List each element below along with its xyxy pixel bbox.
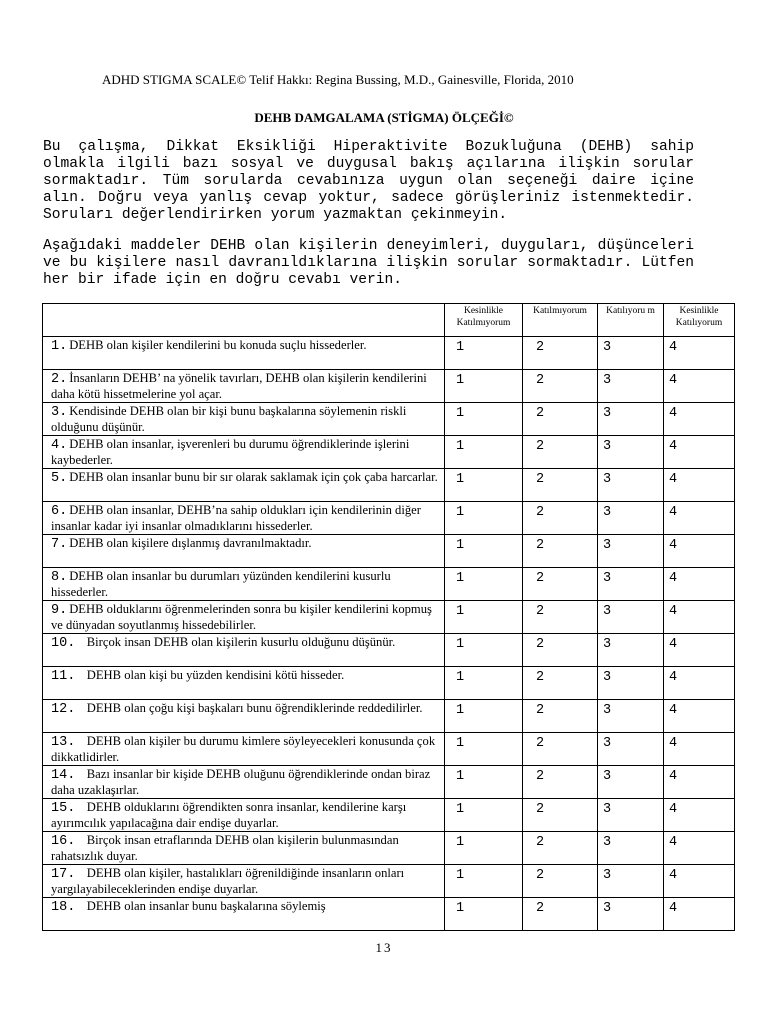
table-row [43, 535, 735, 568]
question-cell [43, 832, 445, 865]
rating-option-3[interactable]: 3 [598, 799, 664, 832]
rating-option-3[interactable]: 3 [598, 898, 664, 931]
question-cell [43, 865, 445, 898]
header-strongly-agree: Kesinlikle Katılıyorum [664, 304, 735, 337]
question-cell [43, 667, 445, 700]
question-cell [43, 766, 445, 799]
rating-option-2[interactable]: 2 [523, 667, 598, 700]
rating-option-4[interactable]: 4 [664, 766, 735, 799]
table-row [43, 799, 735, 832]
rating-option-2[interactable]: 2 [523, 865, 598, 898]
question-text: İnsanların DEHB’ na yönelik tavırları, DEHB olan kişilerin kendilerini daha kötü hissetmelerine yol açar. [51, 371, 427, 401]
rating-option-1[interactable]: 1 [445, 601, 523, 634]
table-row [43, 403, 735, 436]
question-number: 17. [51, 867, 76, 882]
rating-option-3[interactable]: 3 [598, 601, 664, 634]
rating-option-4[interactable]: 4 [664, 634, 735, 667]
question-text: DEHB olan kişiler kendilerini bu konuda suçlu hissederler. [69, 338, 367, 352]
table-row [43, 601, 735, 634]
question-text: DEHB olan çoğu kişi başkaları bunu öğrendiklerinde reddedilirler. [86, 701, 423, 715]
question-number: 14. [51, 768, 76, 783]
header-agree: Katılıyoru m [598, 304, 664, 337]
rating-option-4[interactable]: 4 [664, 568, 735, 601]
rating-option-2[interactable]: 2 [523, 502, 598, 535]
header-empty [43, 304, 445, 337]
question-text: DEHB olduklarını öğrenmelerinden sonra bu kişiler kendilerini kopmuş ve dünyadan soyutlanmış hissedebilirler. [51, 602, 432, 632]
question-number: 15. [51, 801, 76, 816]
table-row [43, 469, 735, 502]
table-row [43, 337, 735, 370]
table-row [43, 733, 735, 766]
question-cell [43, 370, 445, 403]
question-text: DEHB olan insanlar bunu başkalarına söylemiş [86, 899, 326, 913]
table-row [43, 634, 735, 667]
rating-option-4[interactable]: 4 [664, 436, 735, 469]
table-row [43, 865, 735, 898]
question-number: 6. [51, 504, 68, 519]
rating-option-1[interactable]: 1 [445, 634, 523, 667]
header-strongly-disagree: Kesinlikle Katılmıyorum [445, 304, 523, 337]
rating-option-3[interactable]: 3 [598, 370, 664, 403]
rating-option-4[interactable]: 4 [664, 799, 735, 832]
question-cell [43, 700, 445, 733]
rating-option-4[interactable]: 4 [664, 469, 735, 502]
rating-option-4[interactable]: 4 [664, 700, 735, 733]
table-row [43, 667, 735, 700]
header-disagree: Katılmıyorum [523, 304, 598, 337]
question-number: 13. [51, 735, 76, 750]
rating-option-1[interactable]: 1 [445, 898, 523, 931]
scale-title: DEHB DAMGALAMA (STİGMA) ÖLÇEĞİ© [254, 110, 514, 125]
rating-option-4[interactable]: 4 [664, 601, 735, 634]
table-row [43, 832, 735, 865]
rating-option-3[interactable]: 3 [598, 700, 664, 733]
rating-option-3[interactable]: 3 [598, 469, 664, 502]
rating-option-1[interactable]: 1 [445, 568, 523, 601]
rating-option-1[interactable]: 1 [445, 832, 523, 865]
question-number: 9. [51, 603, 68, 618]
rating-option-3[interactable]: 3 [598, 436, 664, 469]
question-cell [43, 601, 445, 634]
page-number: 13 [375, 940, 393, 955]
rating-option-1[interactable]: 1 [445, 469, 523, 502]
rating-option-2[interactable]: 2 [523, 337, 598, 370]
rating-option-2[interactable]: 2 [523, 370, 598, 403]
table-row [43, 436, 735, 469]
rating-option-3[interactable]: 3 [598, 568, 664, 601]
rating-option-4[interactable]: 4 [664, 667, 735, 700]
rating-option-2[interactable]: 2 [523, 898, 598, 931]
question-number: 11. [51, 669, 76, 684]
question-text: Bazı insanlar bir kişide DEHB oluğunu öğrendiklerinde ondan biraz daha uzaklaşırlar. [51, 767, 431, 797]
copyright-notice: ADHD STIGMA SCALE© Telif Hakkı: Regina Bussing, M.D., Gainesville, Florida, 2010 [102, 72, 574, 87]
rating-option-4[interactable]: 4 [664, 898, 735, 931]
rating-option-2[interactable]: 2 [523, 832, 598, 865]
question-number: 12. [51, 702, 76, 717]
rating-option-1[interactable]: 1 [445, 799, 523, 832]
rating-option-3[interactable]: 3 [598, 337, 664, 370]
rating-option-2[interactable]: 2 [523, 403, 598, 436]
stigma-scale-table [42, 303, 735, 931]
question-text: DEHB olan kişiler, hastalıkları öğrenildiğinde insanların onları yargılayabileceklerinden endişe duyarlar. [51, 866, 405, 896]
question-cell [43, 535, 445, 568]
question-number: 2. [51, 372, 68, 387]
rating-option-1[interactable]: 1 [445, 502, 523, 535]
rating-option-2[interactable]: 2 [523, 634, 598, 667]
question-cell [43, 403, 445, 436]
rating-option-1[interactable]: 1 [445, 403, 523, 436]
rating-option-3[interactable]: 3 [598, 832, 664, 865]
question-cell [43, 469, 445, 502]
table-row [43, 766, 735, 799]
table-row [43, 700, 735, 733]
question-text: Birçok insan etraflarında DEHB olan kişilerin bulunmasından rahatsızlık duyar. [51, 833, 399, 863]
question-cell [43, 898, 445, 931]
rating-option-1[interactable]: 1 [445, 535, 523, 568]
rating-option-2[interactable]: 2 [523, 535, 598, 568]
question-number: 8. [51, 570, 68, 585]
rating-option-4[interactable]: 4 [664, 733, 735, 766]
question-text: DEHB olan insanlar, işverenleri bu durumu öğrendiklerinde işlerini kaybederler. [51, 437, 410, 467]
intro-paragraph-1: Bu çalışma, Dikkat Eksikliği Hiperaktivite Bozukluğuna (DEHB) sahip olmakla ilgili bazı sosyal ve duygusal bakış açılarına ilişkin sorular sormaktadır. Tüm sorularda cevabınıza uygun olan seçeneği daire içine alın. Doğru veya yanlış cevap yoktur, sadece görüşleriniz istenmektedir. Soruları değerlendirirken yorum yazmaktan çekinmeyin. [43, 139, 694, 223]
rating-option-2[interactable]: 2 [523, 799, 598, 832]
question-text: DEHB olduklarını öğrendikten sonra insanlar, kendilerine karşı ayırımcılık yapılacağına dair endişe duyarlar. [51, 800, 407, 830]
question-cell [43, 436, 445, 469]
question-number: 4. [51, 438, 68, 453]
question-cell [43, 634, 445, 667]
table-header-row [43, 304, 735, 337]
question-cell [43, 733, 445, 766]
rating-option-2[interactable]: 2 [523, 469, 598, 502]
rating-option-3[interactable]: 3 [598, 634, 664, 667]
rating-option-2[interactable]: 2 [523, 601, 598, 634]
rating-option-3[interactable]: 3 [598, 502, 664, 535]
question-number: 5. [51, 471, 68, 486]
question-number: 16. [51, 834, 76, 849]
rating-option-1[interactable]: 1 [445, 436, 523, 469]
question-cell [43, 337, 445, 370]
question-cell [43, 799, 445, 832]
rating-option-1[interactable]: 1 [445, 667, 523, 700]
question-text: Kendisinde DEHB olan bir kişi bunu başkalarına söylemenin riskli olduğunu düşünür. [51, 404, 407, 434]
rating-option-3[interactable]: 3 [598, 535, 664, 568]
question-cell [43, 568, 445, 601]
table-row [43, 568, 735, 601]
rating-option-4[interactable]: 4 [664, 403, 735, 436]
question-text: DEHB olan kişi bu yüzden kendisini kötü hisseder. [86, 668, 345, 682]
question-number: 7. [51, 537, 68, 552]
rating-option-4[interactable]: 4 [664, 370, 735, 403]
table-row [43, 502, 735, 535]
question-text: Birçok insan DEHB olan kişilerin kusurlu olduğunu düşünür. [86, 635, 396, 649]
rating-option-3[interactable]: 3 [598, 766, 664, 799]
rating-option-2[interactable]: 2 [523, 700, 598, 733]
rating-option-2[interactable]: 2 [523, 733, 598, 766]
intro-paragraph-2: Aşağıdaki maddeler DEHB olan kişilerin deneyimleri, duyguları, düşünceleri ve bu kişilere nasıl davranıldıklarına ilişkin sorular sormaktadır. Lütfen her bir ifade için en doğru cevabı verin. [43, 238, 694, 288]
table-row [43, 370, 735, 403]
rating-option-4[interactable]: 4 [664, 337, 735, 370]
question-number: 3. [51, 405, 68, 420]
rating-option-4[interactable]: 4 [664, 832, 735, 865]
question-cell [43, 502, 445, 535]
question-text: DEHB olan kişiler bu durumu kimlere söyleyecekleri konusunda çok dikkatlidirler. [51, 734, 436, 764]
rating-option-2[interactable]: 2 [523, 436, 598, 469]
question-text: DEHB olan kişilere dışlanmış davranılmaktadır. [69, 536, 312, 550]
rating-option-3[interactable]: 3 [598, 403, 664, 436]
rating-option-3[interactable]: 3 [598, 733, 664, 766]
question-number: 10. [51, 636, 76, 651]
question-text: DEHB olan insanlar bu durumları yüzünden kendilerini kusurlu hissederler. [51, 569, 391, 599]
rating-option-3[interactable]: 3 [598, 865, 664, 898]
question-number: 1. [51, 339, 68, 354]
rating-option-2[interactable]: 2 [523, 766, 598, 799]
rating-option-1[interactable]: 1 [445, 865, 523, 898]
rating-option-4[interactable]: 4 [664, 535, 735, 568]
rating-option-3[interactable]: 3 [598, 667, 664, 700]
question-text: DEHB olan insanlar, DEHB’na sahip oldukları için kendilerinin diğer insanlar kadar iyi insanlar olmadıklarını hissederler. [51, 503, 421, 533]
rating-option-4[interactable]: 4 [664, 865, 735, 898]
rating-option-1[interactable]: 1 [445, 733, 523, 766]
rating-option-1[interactable]: 1 [445, 700, 523, 733]
rating-option-2[interactable]: 2 [523, 568, 598, 601]
rating-option-4[interactable]: 4 [664, 502, 735, 535]
question-number: 18. [51, 900, 76, 915]
rating-option-1[interactable]: 1 [445, 337, 523, 370]
question-text: DEHB olan insanlar bunu bir sır olarak saklamak için çok çaba harcarlar. [69, 470, 438, 484]
rating-option-1[interactable]: 1 [445, 370, 523, 403]
rating-option-1[interactable]: 1 [445, 766, 523, 799]
table-row [43, 898, 735, 931]
